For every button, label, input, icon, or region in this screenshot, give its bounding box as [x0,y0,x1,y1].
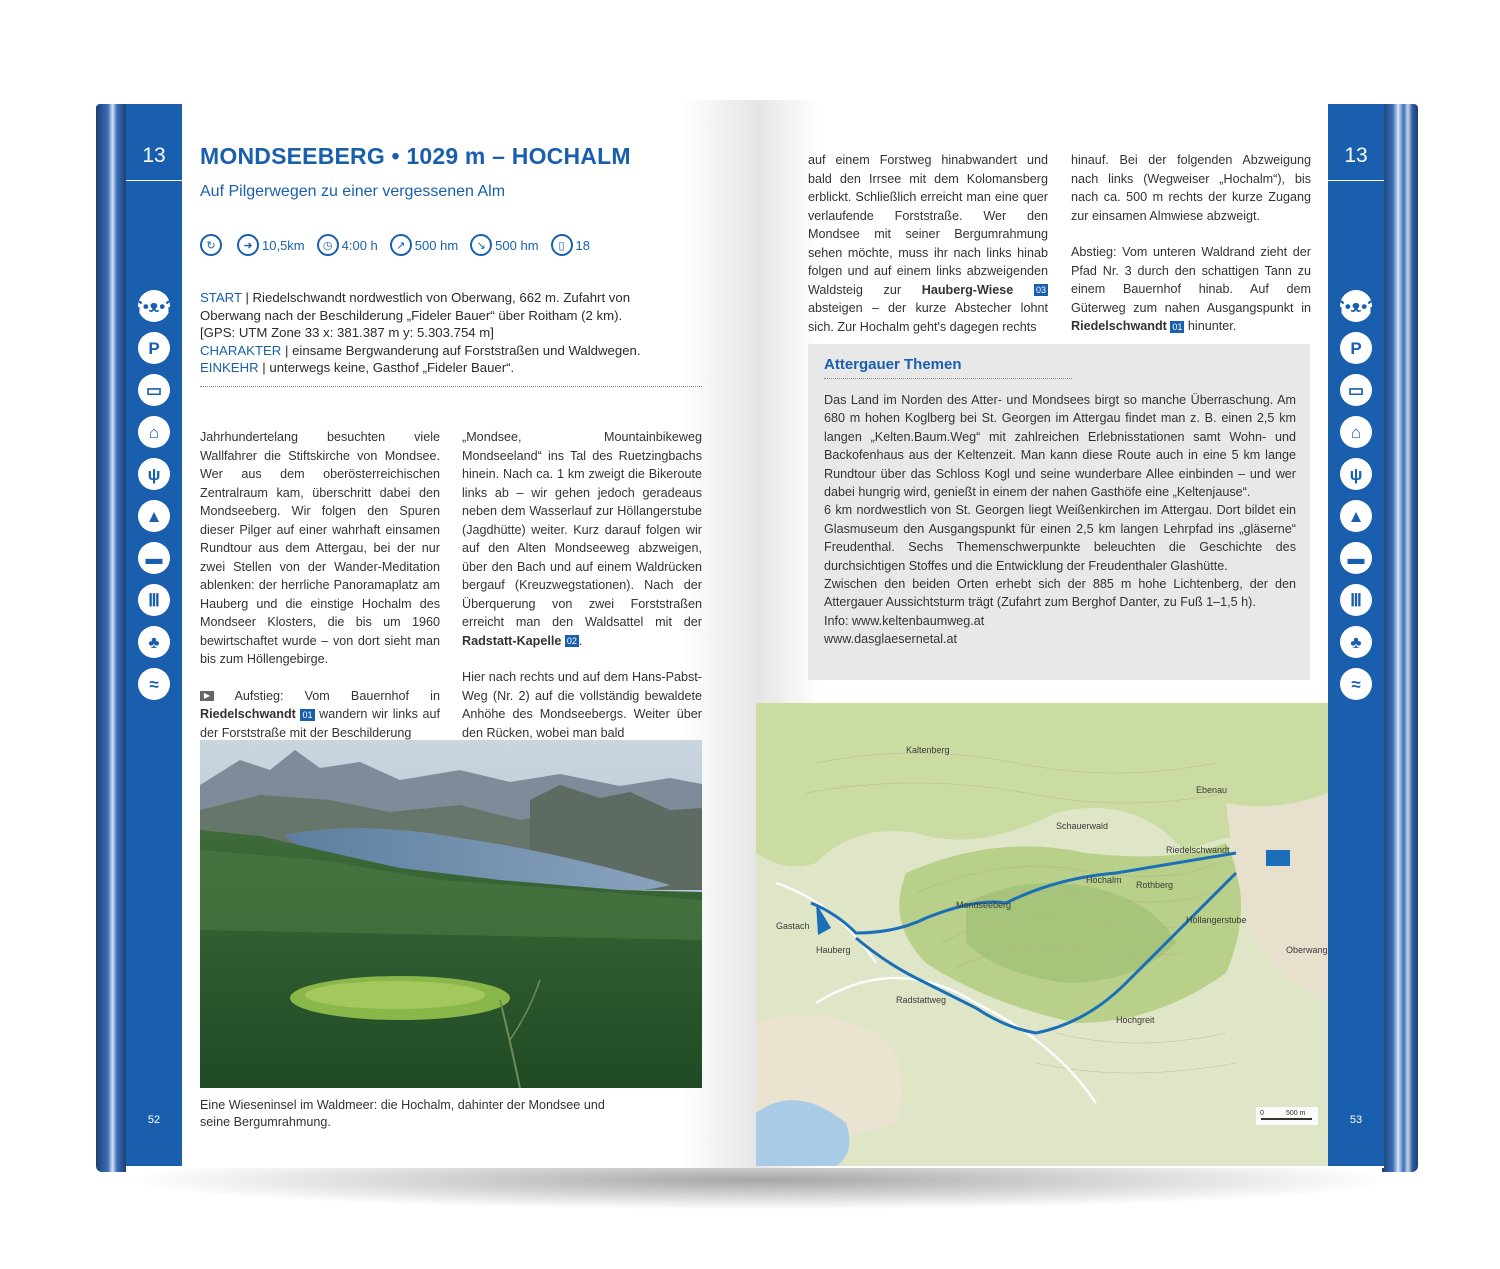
chapter-number: 13 [142,144,166,167]
parking-icon: P [138,332,170,364]
ascent-icon: ↗ [390,234,412,256]
chapter-divider-right [1328,180,1384,181]
page-number-right: 53 [1349,1114,1363,1126]
parking-icon: P [1340,332,1372,364]
play-arrow-icon: ▶ [200,691,214,701]
body-column-1 [200,428,440,760]
map-label-10: Höllangerstube [1186,915,1247,925]
waypoint-badge-03: 03 [1036,285,1047,296]
place-riedelschwandt-end: Riedelschwandt [1071,319,1167,333]
chapter-sidebar-right [1328,104,1384,1166]
summit-icon: ▲ [1340,500,1372,532]
museum-icon: Ⅲ [138,584,170,616]
descent-text-end: hinunter. [1184,319,1237,333]
start-text: | Riedelschwandt nordwestlich von Oberwang, 662 m. Zufahrt von Oberwang nach der Beschilderung „Fideler Bauer“ über Roitham (2 km). [200,290,631,323]
clock-icon: ◷ [317,234,339,256]
parking-marker [1266,850,1290,866]
info-box-link-2[interactable]: www.dasglaesernetal.at [824,632,958,647]
category-icons [133,290,175,710]
info-box-divider [824,378,1072,379]
stat-ascent-value: 500 hm [414,237,459,253]
tour-title: MONDSEEBERG • 1029 m – HOCHALM [200,143,631,169]
info-box [808,344,1310,680]
map-label-12: Kaltenberg [906,745,950,755]
tour-stats [200,234,602,256]
map-label-4: Riedelschwandt [1166,845,1230,855]
stat-ascent [390,234,458,256]
place-radstatt-kapelle: Radstatt-Kapelle [462,633,562,648]
ridge-paragraph: Hier nach rechts und auf dem Hans-Pabst-Weg (Nr. 2) auf die vollständig bewaldete Anhöhe des Mondseebergs. Weiter über den Rücken, wobei man bald [462,670,702,740]
restaurant-icon: ψ [138,458,170,490]
page-number-left: 52 [147,1114,161,1126]
restaurant-icon: ψ [1340,458,1372,490]
museum-icon: Ⅲ [1340,584,1372,616]
detour-paragraph [808,151,1048,336]
body-column-2 [462,428,702,760]
topographic-map [756,703,1328,1166]
info-box-text [824,391,1296,649]
einkehr-label: EINKEHR [200,360,259,375]
map-label-9: Rothberg [1136,880,1174,890]
einkehr-text: | unterwegs keine, Gasthof „Fideler Bauer“. [258,360,515,375]
ascent-text: Aufstieg: Vom Bauernhof in [214,688,440,703]
phone-icon: ▯ [551,234,573,256]
stat-phone [551,234,590,256]
route-text-end: . [578,633,583,648]
chapter-number-right: 13 [1344,144,1368,167]
ascent-paragraph [200,687,440,743]
info-box-link-1[interactable]: Info: www.keltenbaumweg.at [824,613,985,628]
tree-icon: ♣ [138,626,170,658]
bear-icon: ʕ•ᴥ•ʔ [1340,290,1372,322]
tree-icon: ♣ [1340,626,1372,658]
map-label-8: Ebenau [1196,785,1228,795]
loop-icon: ↻ [200,234,222,256]
signpost-icon: ➜ [237,234,259,256]
info-box-p2: 6 km nordwestlich von St. Georgen liegt Weißenkirchen im Attergau. Dort bildet ein Glasmuseum den Ausgangspunkt für einen 2,5 km langen Lehrpfad ins „gläserne“ Freudenthal. Sechs Themenschwerpunkte beleuchten die Geschichte des durchsichtigen Stoffes und die Entwicklung der Freudenthaler Glashütte. [824,503,1296,573]
map-label-13: Hochgreit [1116,1015,1155,1025]
info-charakter [200,342,680,360]
stat-distance-value: 10,5km [262,237,305,253]
bed-icon: ▬ [138,542,170,574]
map-label-2: Hochalm [1086,875,1122,885]
body-column-3 [808,151,1048,354]
info-box-title: Attergauer Themen [824,356,962,373]
body-column-4 [1071,151,1311,354]
info-box-p3: Zwischen den beiden Orten erhebt sich der 885 m hohe Lichtenberg, der den Attergauer Aussichtsturm trägt (Zufahrt zum Berghof Danter, zu Fuß 1–1,5 h). [824,577,1296,610]
stat-descent [470,234,538,256]
map-label-11: Radstattweg [896,995,947,1005]
info-einkehr [200,359,680,377]
waypoint-badge-01-end: 01 [1172,321,1183,332]
place-riedelschwandt: Riedelschwandt [200,707,296,721]
detour-text-cont: absteigen – der kurze Abstecher lohnt sich. Zur Hochalm geht's dagegen rechts [808,301,1048,334]
bus-icon: ▭ [1340,374,1372,406]
charakter-text: | einsame Bergwanderung auf Forststraßen und Waldwegen. [281,342,641,358]
descent-icon: ↘ [470,234,492,256]
bear-icon: ʕ•ᴥ•ʔ [138,290,170,322]
bed-icon: ▬ [1340,542,1372,574]
route-map [756,703,1328,1166]
stat-phone-value: 18 [575,237,591,253]
detour-text: auf einem Forstweg hinabwandert und bald den Irrsee mit dem Kolomansberg erblickt. Schließlich erreicht man eine quer verlaufende Forststraße. Wer den Mondsee mit seiner Bergumrahmung sehen möchte, muss ihr nach links hinab folgen und auf einem links abzweigenden Waldsteig zur [808,153,1048,297]
map-label-5: Hauberg [816,945,851,955]
map-label-1: Schauerwald [1056,821,1109,831]
landscape-photo [200,740,702,1088]
start-label: START [200,290,242,305]
stat-duration [317,234,378,256]
swimming-icon: ≈ [138,668,170,700]
cable-car-icon: ⌂ [138,416,170,448]
swimming-icon: ≈ [1340,668,1372,700]
book-edge-right [1382,104,1418,1172]
place-hauberg-wiese: Hauberg-Wiese [921,282,1014,297]
map-label-6: Gastach [776,921,810,931]
chapter-sidebar-left [126,104,182,1166]
photo-caption: Eine Wieseninsel im Waldmeer: die Hochalm, dahinter der Mondsee und seine Bergumrahmung. [200,1098,605,1129]
chapter-divider [126,180,182,181]
map-scale-500: 500 m [1286,1110,1306,1117]
tour-subtitle: Auf Pilgerwegen zu einer vergessenen Alm [200,183,506,200]
mondsee-aerial-image [200,740,702,1088]
descent-text: Abstieg: Vom unteren Waldrand zieht der Pfad Nr. 3 durch den schattigen Tann zu einem Bauernhof hinab. Auf dem Güterweg zum nahen Ausgangspunkt in [1071,245,1311,315]
tour-info-block [200,289,680,377]
stat-descent-value: 500 hm [495,237,539,253]
info-divider [200,386,702,387]
waypoint-badge-02: 02 [566,636,577,647]
map-scale-zero: 0 [1260,1110,1264,1117]
route-text: „Mondsee, Mountainbikeweg Mondseeland“ ins Tal des Ruetzingbachs hinein. Nach ca. 1 km zweigt die Bikeroute links ab – wir gehen jedoch geradeaus neben dem Wasserlauf zur Höllangerstube (Jagdhütte) weiter. Kurz darauf folgen wir auf den Alten Mondseeweg abzweigen, über den Bach und auf einem Waldrücken bergauf (Kreuzwegstationen). Nach der Überquerung von zwei Forststraßen erreicht man den Waldsattel mit der [462,430,702,629]
summit-icon: ▲ [138,500,170,532]
map-label-3: Mondseeberg [956,900,1012,910]
info-box-p1: Das Land im Norden des Atter- und Mondsees birgt so manche Überraschung. Am 680 m hohen Koglberg bei St. Georgen im Attergau findet man z. B. einen 2,5 km langen „Kelten.Baum.Weg“ mit zahlreichen Erlebnisstationen samt Wohn- und Backofenhaus aus der Keltenzeit. Man kann diese Route auch in eine 5 km lange Rundtour über das Schloss Kogl und seine wunderbare Allee einbinden – und wer dabei hungrig wird, genießt in einem der nahen Gasthöfe eine „Keltenjause“. [824,393,1296,500]
category-icons-right [1335,290,1377,710]
stat-duration-value: 4:00 h [341,237,378,253]
ascent-text-cont: wandern wir links auf der Forststraße mit der Beschilderung [200,707,441,740]
route-paragraph [462,428,702,650]
charakter-label: CHARAKTER [200,342,282,358]
intro-paragraph: Jahrhundertelang besuchten viele Wallfahrer die Stiftskirche von Mondsee. Wer aus dem oberösterreichischen Zentralraum kam, überschritt dabei den Mondseeberg. Wir folgen den Spuren dieser Pilger auf einer wahrhaft einsamen Rundtour aus dem Attergau, bei der nur zwei Stellen von der Wander-Meditation ablenken: der herrliche Panoramaplatz am Hauberg und die einstige Hochalm des Mondseer Klosters, die bis um 1960 bewirtschaftet wurde – von dort sieht man bis zum Höllengebirge. [200,430,440,666]
map-label-7: Oberwang [1286,945,1328,955]
descent-paragraph [1071,243,1311,336]
book-edge-left [96,104,126,1172]
stat-loop [200,234,225,256]
bus-icon: ▭ [138,374,170,406]
info-start [200,289,680,324]
info-gps: [GPS: UTM Zone 33 x: 381.387 m y: 5.303.754 m] [200,325,494,340]
stat-distance [237,234,305,256]
hochalm-paragraph: hinauf. Bei der folgenden Abzweigung nach links (Wegweiser „Hochalm“), bis nach ca. 500 m rechts der kurze Zugang zur einsamen Almwiese abzweigt. [1071,153,1311,223]
waypoint-badge-01: 01 [302,709,313,720]
cable-car-icon: ⌂ [1340,416,1372,448]
